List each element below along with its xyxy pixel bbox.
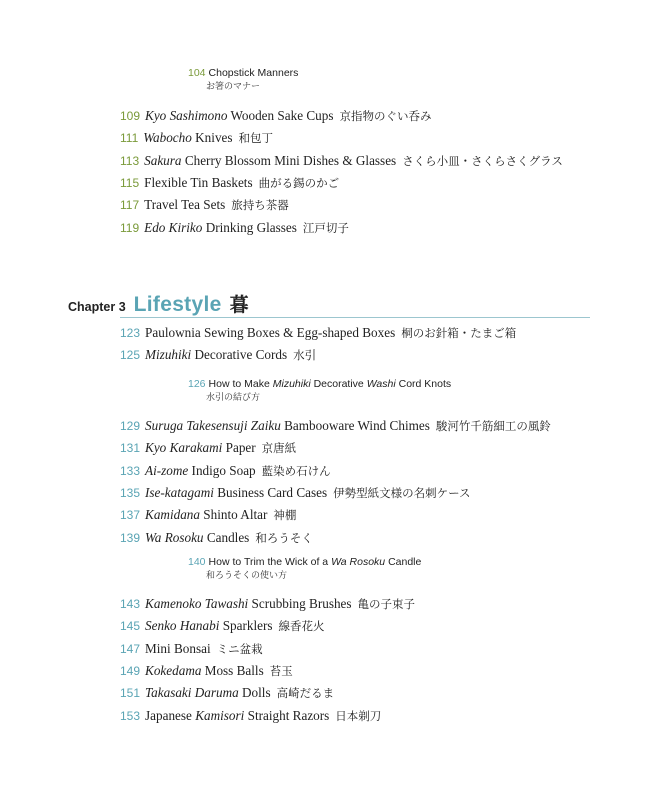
entry-jp: 線香花火	[278, 619, 325, 634]
page-number: 111	[120, 131, 139, 146]
toc-entry[interactable]	[120, 108, 431, 124]
entry-italic-term: Suruga Takesensuji Zaiku	[145, 418, 281, 433]
page-number: 115	[120, 175, 140, 190]
page-number: 137	[120, 508, 141, 523]
entry-text: Shinto Altar	[199, 507, 268, 523]
toc-entry[interactable]	[120, 418, 551, 434]
toc-entry[interactable]	[120, 685, 334, 701]
entry-italic-term: Edo Kiriko	[144, 219, 203, 235]
toc-entry[interactable]	[120, 440, 296, 456]
subentry-text: How to Trim the Wick of a	[208, 556, 332, 568]
subentry-jp: お箸のマナー	[206, 82, 261, 92]
entry-text: Scrubbing Brushes	[248, 596, 352, 611]
toc-entry[interactable]	[120, 325, 516, 341]
entry-text: Travel Tea Sets	[144, 197, 226, 213]
page-number: 109	[120, 109, 141, 123]
entry-text: Japanese	[145, 707, 196, 723]
page-number: 147	[120, 641, 141, 656]
page-number: 153	[120, 708, 141, 723]
chapter-rule	[120, 317, 590, 318]
entry-italic-term: Ise-katagami	[145, 484, 214, 500]
page-number: 133	[120, 463, 141, 478]
entry-jp: 曲がる錫のかご	[258, 175, 340, 190]
entry-jp: 亀の子束子	[357, 597, 416, 611]
entry-italic-term: Senko Hanabi	[145, 618, 220, 634]
entry-jp: 京唐紙	[261, 441, 297, 456]
entry-text: Moss Balls	[201, 662, 264, 678]
toc-entry[interactable]	[120, 197, 289, 213]
subentry-jp: 和ろうそくの使い方	[206, 571, 288, 581]
entry-jp: 神棚	[273, 508, 297, 523]
chapter-label: Chapter 3	[68, 300, 126, 314]
page-number: 119	[120, 220, 140, 235]
toc-entry[interactable]	[120, 463, 331, 479]
entry-jp: ミニ盆栽	[216, 641, 263, 656]
chapter-heading	[68, 290, 249, 317]
entry-jp: 和ろうそく	[255, 530, 313, 545]
toc-entry[interactable]	[120, 507, 296, 523]
entry-jp: 江戸切子	[302, 220, 349, 235]
entry-italic-term: Takasaki Daruma	[145, 685, 239, 701]
subentry-jp: 水引の結び方	[206, 393, 261, 403]
page-number: 123	[120, 326, 141, 340]
entry-italic-term: Kyo Karakami	[145, 440, 223, 456]
entry-jp: 桐のお針箱・たまご箱	[401, 326, 517, 340]
page-number: 113	[120, 153, 140, 168]
page-number: 129	[120, 419, 141, 433]
toc-entry[interactable]	[120, 153, 563, 169]
entry-italic-term: Ai-zome	[145, 462, 189, 478]
entry-jp: 京指物のぐい呑み	[339, 109, 432, 123]
toc-entry[interactable]	[120, 618, 325, 634]
page-number: 139	[120, 530, 141, 545]
entry-text: Mini Bonsai	[145, 640, 211, 656]
toc-entry[interactable]	[120, 596, 415, 612]
entry-text: Drinking Glasses	[202, 219, 297, 235]
page-number: 135	[120, 485, 141, 500]
page-number: 104	[188, 67, 206, 79]
subentry-title: Chopstick Manners	[208, 67, 299, 79]
entry-jp: 和包丁	[238, 131, 274, 146]
page-number: 131	[120, 441, 141, 456]
toc-entry[interactable]	[120, 175, 339, 191]
subentry-text: Candle	[385, 556, 422, 568]
entry-jp: 水引	[293, 348, 317, 363]
toc-entry[interactable]	[120, 708, 381, 724]
page-number: 149	[120, 663, 141, 678]
chapter-title: Lifestyle	[133, 293, 222, 316]
entry-italic-term: Wa Rosoku	[145, 529, 204, 545]
toc-entry[interactable]	[120, 220, 349, 236]
entry-jp: 高崎だるま	[276, 686, 335, 701]
page-number: 140	[188, 556, 206, 568]
toc-entry[interactable]	[120, 663, 293, 679]
entry-jp: 藍染め石けん	[261, 463, 331, 478]
entry-text: Cherry Blossom Mini Dishes & Glasses	[181, 152, 397, 168]
subentry-text: Decorative	[310, 378, 367, 390]
entry-italic-term: Sakura	[144, 152, 182, 168]
toc-entry[interactable]	[120, 485, 471, 501]
page-number: 145	[120, 619, 141, 634]
subentry-italic: Mizuhiki	[272, 378, 311, 390]
entry-italic-term: Wabocho	[143, 130, 192, 146]
entry-text: Wooden Sake Cups	[227, 108, 334, 123]
entry-text: Candles	[203, 529, 250, 545]
entry-jp: 伊勢型紙文様の名刺ケース	[333, 485, 471, 500]
toc-entry[interactable]	[120, 530, 313, 546]
subentry-italic: Wa Rosoku	[331, 556, 386, 568]
entry-italic-term: Kamisori	[195, 707, 245, 723]
entry-text: Flexible Tin Baskets	[144, 174, 253, 190]
entry-text: Bambooware Wind Chimes	[280, 418, 430, 433]
toc-entry[interactable]	[120, 130, 273, 146]
entry-text: Paulownia Sewing Boxes & Egg-shaped Boxes	[145, 325, 396, 340]
entry-jp: 旅持ち茶器	[231, 198, 289, 213]
page-number: 117	[120, 198, 140, 213]
page-number: 126	[188, 378, 206, 390]
entry-text: Paper	[222, 440, 256, 456]
subentry-text: Cord Knots	[395, 378, 452, 390]
entry-jp: 苔玉	[269, 663, 293, 678]
page-number: 143	[120, 597, 141, 611]
entry-text: Decorative Cords	[191, 347, 288, 363]
entry-jp: 駿河竹千筋細工の風鈴	[435, 419, 551, 433]
entry-italic-term: Kamidana	[145, 507, 200, 523]
entry-italic-term: Mizuhiki	[145, 347, 192, 363]
entry-jp: 日本剃刀	[335, 708, 382, 723]
toc-subentry-140[interactable]	[188, 556, 421, 583]
entry-italic-term: Kyo Sashimono	[145, 108, 228, 123]
entry-text: Indigo Soap	[188, 462, 256, 478]
toc-entry[interactable]	[120, 347, 316, 363]
entry-text: Business Card Cases	[213, 484, 328, 500]
subentry-italic: Washi	[366, 378, 396, 390]
entry-text: Dolls	[238, 685, 271, 701]
page-number: 151	[120, 686, 141, 701]
chapter-kanji: 暮	[229, 294, 249, 316]
entry-text: Sparklers	[219, 618, 273, 634]
subentry-text: How to Make	[208, 378, 273, 390]
entry-text: Knives	[191, 130, 233, 146]
page-number: 125	[120, 348, 141, 363]
entry-jp: さくら小皿・さくらさくグラス	[402, 153, 563, 168]
toc-subentry-126[interactable]	[188, 378, 451, 405]
entry-text: Straight Razors	[244, 707, 330, 723]
entry-italic-term: Kamenoko Tawashi	[145, 596, 249, 611]
entry-italic-term: Kokedama	[145, 662, 202, 678]
toc-entry[interactable]	[120, 641, 263, 657]
toc-subentry-104[interactable]	[188, 67, 298, 94]
